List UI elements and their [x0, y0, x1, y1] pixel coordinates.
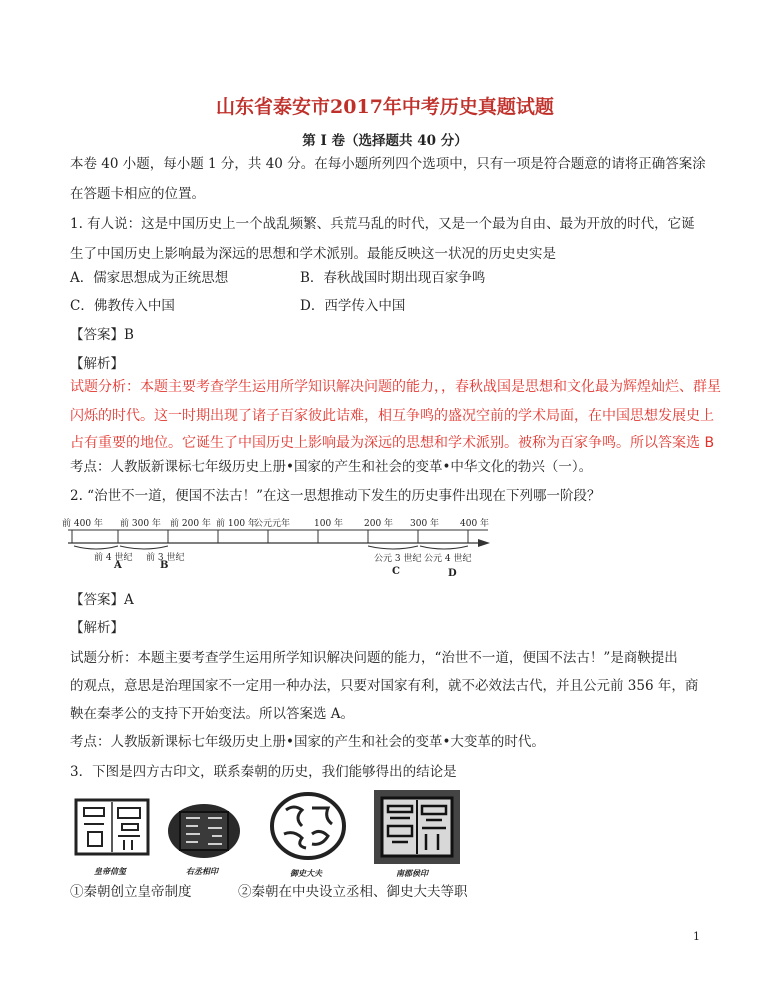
q2-answer: 【答案】A — [70, 592, 134, 608]
q3-stem: 3．下图是四方古印文，联系秦朝的历史，我们能够得出的结论是 — [70, 764, 457, 780]
timeline-letter: A — [114, 560, 122, 571]
timeline-tick-label: 前 400 年 — [62, 519, 103, 529]
q1-analysis: 试题分析：本题主要考查学生运用所学知识解决问题的能力，，春秋战国是思想和文化最为辉煌灿烂、群星 — [70, 379, 721, 395]
intro-line: 本卷 40 小题，每小题 1 分，共 40 分。在每小题所列四个选项中，只有一项是符合题意的请将正确答案涂 — [70, 156, 706, 172]
timeline-span-label: 前 3 世纪 — [146, 553, 185, 563]
q3-item-2: ②秦朝在中央设立丞相、御史大夫等职 — [238, 884, 468, 900]
q2-analysis: 的观点，意思是治理国家不一定用一种办法，只要对国家有利，就不必效法古代，并且公元前 356 年，商 — [70, 678, 699, 694]
section-subtitle: 第 I 卷（选择题共 40 分） — [302, 133, 468, 149]
timeline-tick-label: 前 300 年 — [120, 519, 161, 529]
q1-option-d: D．西学传入中国 — [300, 298, 406, 314]
q1-analysis: 闪烁的时代。这一时期出现了诸子百家彼此诘难，相互争鸣的盛况空前的学术局面，在中国思想发展史上 — [70, 408, 714, 424]
timeline-span-label: 前 4 世纪 — [94, 553, 133, 563]
timeline-tick-label: 前 200 年 — [170, 519, 211, 529]
q1-stem: 1. 有人说：这是中国历史上一个战乱频繁、兵荒马乱的时代，又是一个最为自由、最为开放的时代，它诞 — [70, 216, 695, 232]
q2-analysis: 试题分析：本题主要考查学生运用所学知识解决问题的能力，“治世不一道，便国不法古！”是商鞅提出 — [70, 650, 678, 666]
q1-answer: 【答案】B — [70, 327, 134, 343]
timeline-tick-label: 100 年 — [314, 519, 344, 529]
q1-option-a: A．儒家思想成为正统思想 — [70, 270, 229, 286]
q1-jiexi: 【解析】 — [70, 356, 124, 372]
q2-analysis: 鞅在秦孝公的支持下开始变法。所以答案选 A。 — [70, 706, 355, 722]
timeline-letter: C — [392, 566, 400, 577]
seal-image — [372, 788, 462, 866]
seal-caption: 皇帝信玺 — [94, 866, 126, 876]
seal-image — [268, 790, 348, 862]
q2-jiexi: 【解析】 — [70, 620, 124, 636]
seal-caption: 南郡侯印 — [396, 868, 428, 878]
timeline-tick-label: 前 100 年 — [216, 519, 257, 529]
timeline-figure — [62, 516, 498, 586]
page-number: 1 — [693, 930, 700, 943]
seal-caption: 右丞相印 — [186, 866, 218, 876]
timeline-span-label: 公元 3 世纪 — [374, 554, 422, 564]
q1-stem: 生了中国历史上影响最为深远的思想和学术派别。最能反映这一状况的历史史实是 — [70, 246, 556, 262]
q1-option-c: C．佛教传入中国 — [70, 298, 175, 314]
intro-line: 在答题卡相应的位置。 — [70, 186, 205, 202]
q2-kaodian: 考点：人教版新课标七年级历史上册•国家的产生和社会的变革•大变革的时代。 — [70, 734, 545, 750]
q3-item-1: ①秦朝创立皇帝制度 — [70, 884, 192, 900]
timeline-tick-label: 200 年 — [364, 519, 394, 529]
timeline-letter: D — [448, 568, 457, 579]
q1-analysis: 占有重要的地位。它诞生了中国历史上影响最为深远的思想和学术派别。被称为百家争鸣。所以答案选 B — [70, 435, 715, 451]
q1-kaodian: 考点：人教版新课标七年级历史上册•国家的产生和社会的变革•中华文化的勃兴（一）。 — [70, 459, 593, 475]
seal-caption: 御史大夫 — [290, 868, 322, 878]
q2-stem: 2. “治世不一道，便国不法古！”在这一思想推动下发生的历史事件出现在下列哪一阶段？ — [70, 488, 601, 504]
seal-image — [72, 796, 152, 858]
timeline-tick-label: 400 年 — [460, 519, 490, 529]
timeline-span-label: 公元 4 世纪 — [424, 554, 472, 564]
q1-option-b: B．春秋战国时期出现百家争鸣 — [300, 270, 486, 286]
seal-image — [164, 800, 244, 862]
seal-images — [72, 788, 472, 888]
timeline-letter: B — [160, 560, 169, 571]
timeline-tick-label: 300 年 — [410, 519, 440, 529]
page-title: 山东省泰安市2017年中考历史真题试题 — [216, 96, 554, 118]
timeline-tick-label: 公元元年 — [254, 519, 291, 529]
